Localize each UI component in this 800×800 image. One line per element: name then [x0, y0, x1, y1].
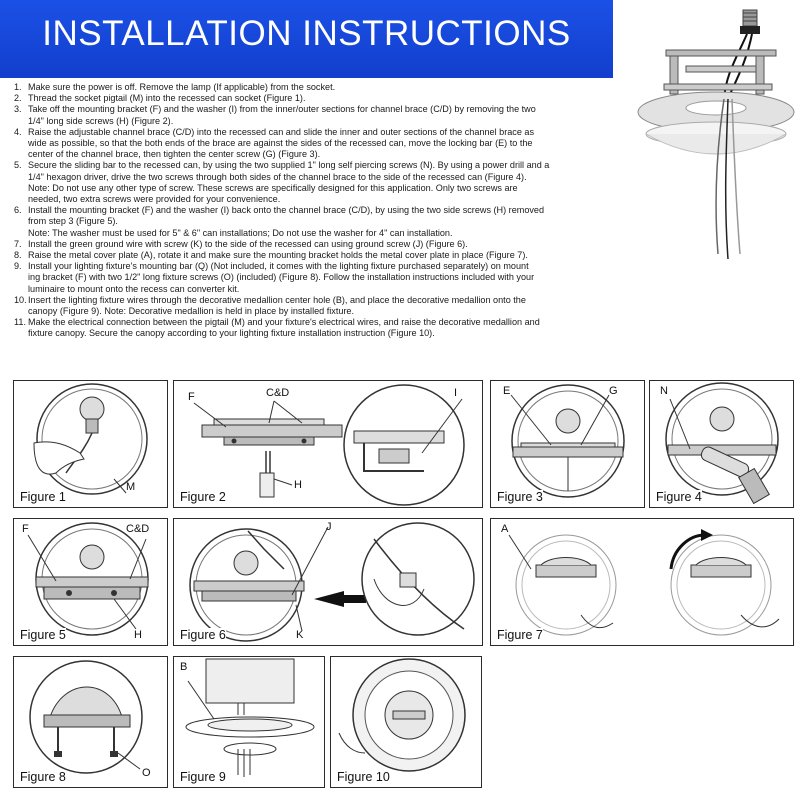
figure-6-label-k: K [296, 629, 304, 641]
step-item [14, 104, 606, 126]
step-text: Make sure the power is off. Remove the lamp (If applicable) from the socket. [28, 82, 336, 92]
step-number: 1. [14, 82, 22, 92]
page-title: INSTALLATION INSTRUCTIONS [42, 14, 571, 53]
figure-2-caption: Figure 2 [180, 490, 226, 504]
step-text-continued: fixture canopy. Secure the canopy according to your lighting fixture installation instruction (Figure 10). [28, 328, 435, 339]
figure-2-label-cd: C&D [266, 387, 290, 399]
step-text [14, 317, 606, 328]
figure-3-caption: Figure 3 [497, 490, 543, 504]
step-text-continued: ing bracket (F) with two 1/2" long fixture screws (O) (included) (Figure 8). Follow the installation instructions included with your [28, 272, 535, 283]
figure-9-caption: Figure 9 [180, 770, 226, 784]
figure-1-caption: Figure 1 [20, 490, 66, 504]
step-item [14, 93, 606, 104]
step-text: Thread the socket pigtail (M) into the recessed can socket (Figure 1). [28, 93, 306, 104]
step-text: Install the green ground wire with screw (K) to the side of the recessed can using ground screw (J) (Figure 6). [28, 238, 468, 249]
step-text [14, 261, 606, 272]
figure-7 [490, 518, 794, 646]
figure-3-label-g: G [609, 385, 618, 397]
figure-6-caption: Figure 6 [180, 628, 226, 642]
step-item [14, 82, 606, 93]
figure-7-caption: Figure 7 [497, 628, 543, 642]
step-item [14, 205, 606, 239]
header-banner [0, 0, 613, 78]
step-item [14, 250, 606, 261]
step-text [14, 295, 606, 306]
figure-9 [173, 656, 325, 788]
figure-9-label-b: B [180, 661, 188, 673]
step-text [14, 250, 606, 261]
figure-10 [330, 656, 482, 788]
step-number: 9. [14, 261, 22, 272]
figure-8 [13, 656, 168, 788]
figure-5-label-f: F [22, 523, 29, 535]
figure-6-label-j: J [326, 521, 332, 533]
step-number: 8. [14, 250, 22, 261]
step-text-continued: from step 3 (Figure 5). [28, 216, 118, 227]
figure-2-label-h: H [294, 479, 302, 491]
instruction-steps [14, 82, 606, 340]
step-item [14, 239, 606, 250]
figure-4-caption: Figure 4 [656, 490, 702, 504]
step-text: Take off the mounting bracket (F) and the washer (I) from the inner/outer sections for channel brace (C/D) by removing the two [28, 104, 536, 115]
step-text-continued: center of the channel brace, then tighten the center screw (G) (Figure 3). [28, 149, 321, 160]
step-text: Install the mounting bracket (F) and the washer (I) back onto the channel brace (C/D), by using the two side screws (H) removed [28, 205, 545, 216]
step-text: Raise the metal cover plate (A), rotate it and make sure the mounting bracket holds the metal cover plate in place (Figure 7). [28, 250, 528, 261]
step-text [14, 93, 606, 104]
step-text [14, 82, 606, 93]
step-text [14, 160, 606, 171]
figure-5-label-h: H [134, 629, 142, 641]
step-text: Secure the sliding bar to the recessed can, by using the two supplied 1" long self piercing screws (N). By using a power drill and a [28, 160, 550, 171]
figure-1-label-m: M [126, 481, 136, 493]
step-number: 2. [14, 93, 22, 104]
figure-2-label-i: I [454, 387, 458, 399]
figure-5-caption: Figure 5 [20, 628, 66, 642]
figure-4-label-n: N [660, 385, 668, 397]
step-text-continued: luminaire to mount onto the recess can converter kit. [28, 283, 240, 294]
step-text-continued: Note: Do not use any other type of screw. These screws are specifically designed for this application. Only two screws are [28, 182, 518, 193]
figure-8-label-o: O [142, 767, 151, 779]
step-text-continued: Note: The washer must be used for 5" & 6" can installations; Do not use the washer for 4" can installation. [28, 227, 453, 238]
step-number: 11. [14, 317, 26, 328]
figure-2-label-f: F [188, 391, 195, 403]
step-number: 10. [14, 294, 27, 305]
figure-5 [13, 518, 168, 646]
step-text [14, 104, 606, 115]
step-text-continued: 1/4" long side screws (H) (Figure 2). [28, 115, 174, 126]
step-text-continued: wide as possible, so that the both ends of the brace are against the sides of the recessed can, move the locking bar (E) to the [28, 138, 533, 149]
figure-3 [490, 380, 645, 508]
step-text [14, 127, 606, 138]
figure-2 [173, 380, 483, 508]
step-number: 3. [14, 104, 22, 115]
step-text: Make the electrical connection between the pigtail (M) and your fixture's electrical wires, and raise the decorative medallion and [28, 317, 540, 328]
step-number: 5. [14, 160, 22, 171]
figure-1 [13, 380, 168, 508]
figure-7-label-a: A [501, 523, 509, 535]
figure-10-caption: Figure 10 [337, 770, 390, 784]
step-text [14, 205, 606, 216]
step-item [14, 127, 606, 161]
step-text: Raise the adjustable channel brace (C/D) into the recessed can and slide the inner and outer sections of the channel brace as [28, 126, 535, 137]
step-item [14, 295, 606, 317]
step-text: Insert the lighting fixture wires through the decorative medallion center hole (B), and place the decorative medallion onto the [28, 294, 526, 305]
step-text-continued: needed, two extra screws were provided for your convenience. [28, 194, 281, 205]
figure-4 [649, 380, 794, 508]
figure-5-label-cd: C&D [126, 523, 150, 535]
step-item [14, 261, 606, 295]
figure-6 [173, 518, 483, 646]
step-item [14, 160, 606, 205]
step-text [14, 239, 606, 250]
step-number: 7. [14, 238, 22, 249]
step-item [14, 317, 606, 339]
product-image [616, 4, 796, 266]
step-text-continued: canopy (Figure 9). Note: Decorative medallion is held in place by installed fixture. [28, 306, 355, 317]
step-number: 6. [14, 205, 22, 216]
step-number: 4. [14, 126, 22, 137]
figure-8-caption: Figure 8 [20, 770, 66, 784]
step-text-continued: 1/4" hexagon driver, drive the two screws through both sides of the channel brace to the side of the recessed can (Figure 4). [28, 171, 527, 182]
step-text: Install your lighting fixture's mounting bar (Q) (Not included, it comes with the lighting fixture purchased separately) on mount [28, 261, 529, 272]
figure-3-label-e: E [503, 385, 511, 397]
